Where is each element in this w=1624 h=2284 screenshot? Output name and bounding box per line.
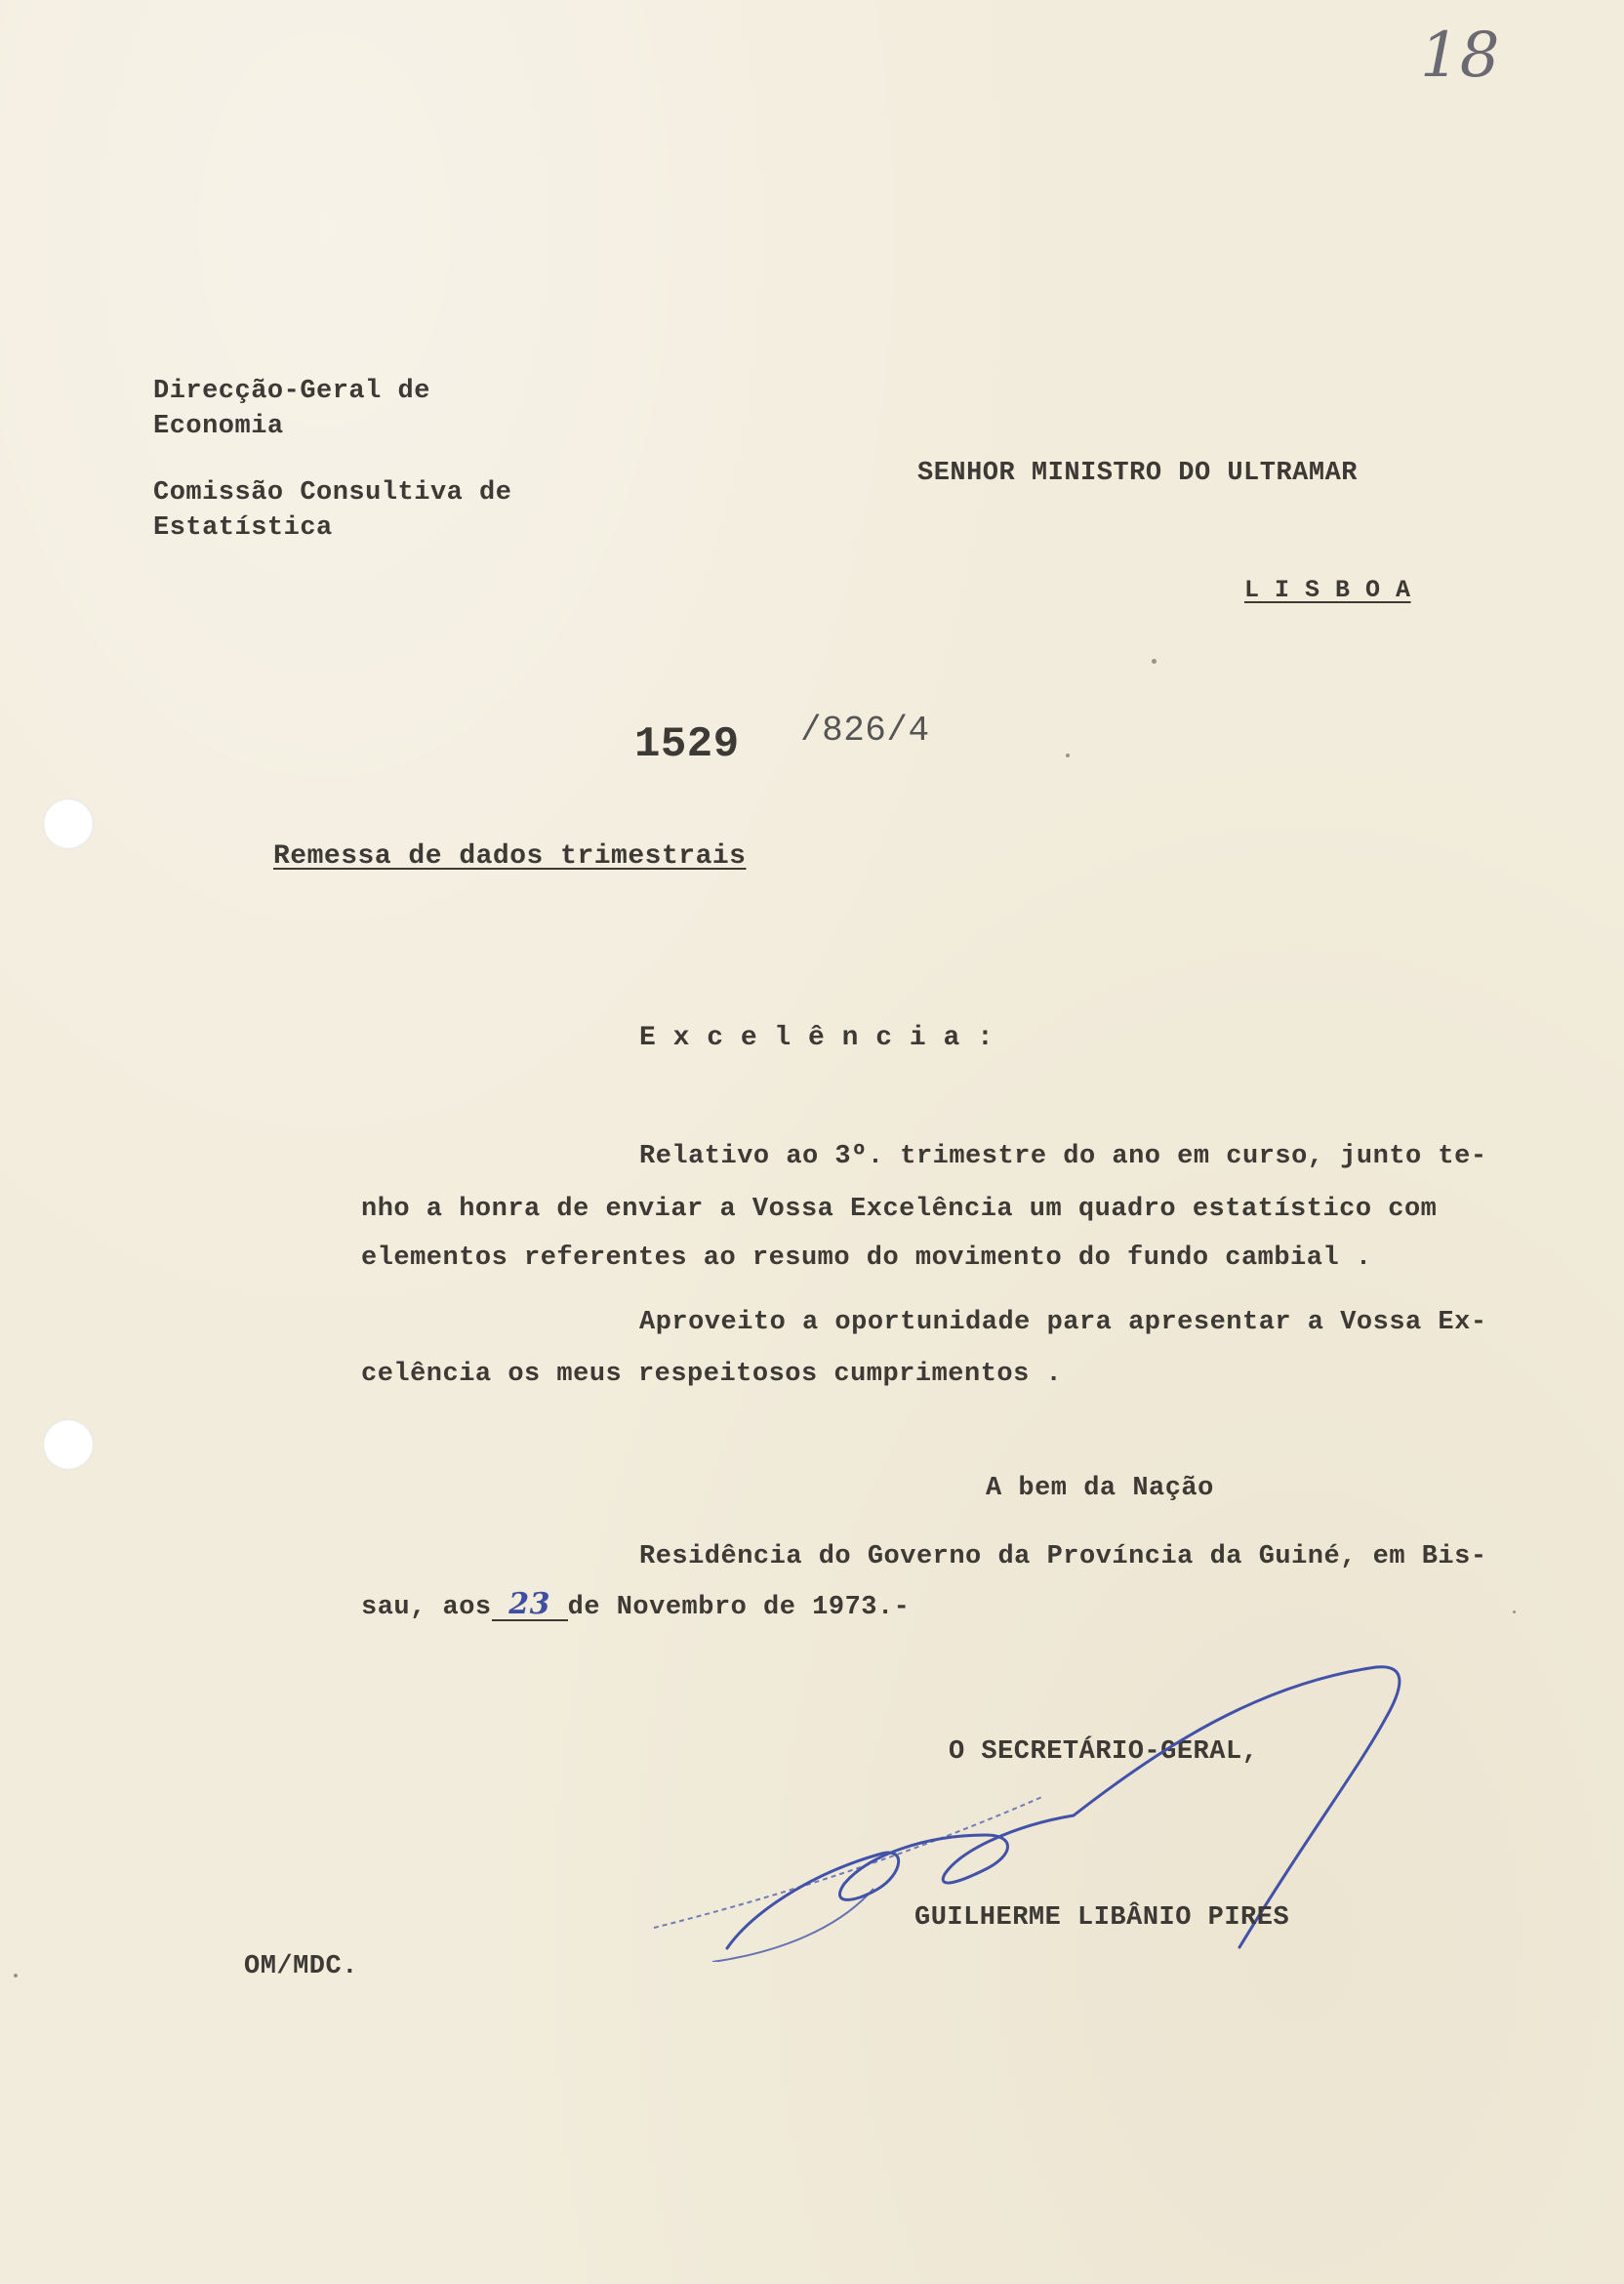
punch-hole-bottom bbox=[43, 1419, 94, 1470]
paper-speck bbox=[1152, 659, 1157, 664]
closing-phrase: A bem da Nação bbox=[986, 1474, 1214, 1503]
paper-speck bbox=[1513, 1611, 1516, 1613]
punch-hole-top bbox=[43, 798, 94, 849]
reference-suffix: /826/4 bbox=[800, 711, 930, 751]
date-day: 23 bbox=[492, 1590, 568, 1621]
sender-line-3: Comissão Consultiva de bbox=[153, 478, 512, 508]
place-date-line-2 bbox=[361, 1589, 910, 1626]
paper-speck bbox=[14, 1974, 18, 1978]
recipient-line-1: SENHOR MINISTRO DO ULTRAMAR bbox=[917, 459, 1358, 488]
paragraph-1-line-3: elementos referentes ao resumo do movimento do fundo cambial . bbox=[361, 1244, 1372, 1273]
sender-line-2: Economia bbox=[153, 412, 284, 441]
recipient-city: L I S B O A bbox=[1244, 576, 1411, 604]
sender-line-1: Direcção-Geral de bbox=[153, 377, 430, 406]
paragraph-1-line-1: Relativo ao 3º. trimestre do ano em curso, junto te- bbox=[639, 1142, 1487, 1171]
signature-title: O SECRETÁRIO-GERAL, bbox=[949, 1737, 1259, 1767]
paragraph-2-line-1: Aproveito a oportunidade para apresentar a Vossa Ex- bbox=[639, 1308, 1487, 1337]
paper-speck bbox=[1066, 754, 1070, 757]
subject-line: Remessa de dados trimestrais bbox=[273, 841, 747, 872]
place-date-prefix: sau, aos bbox=[361, 1593, 492, 1622]
signatory-name: GUILHERME LIBÂNIO PIRES bbox=[914, 1903, 1290, 1933]
place-date-line-1: Residência do Governo da Província da Guiné, em Bis- bbox=[639, 1542, 1487, 1571]
page-number: 18 bbox=[1420, 20, 1500, 92]
paragraph-1-line-2: nho a honra de enviar a Vossa Excelência um quadro estatístico com bbox=[361, 1195, 1438, 1224]
reference-number: 1529 bbox=[634, 720, 740, 769]
place-date-suffix: de Novembro de 1973.- bbox=[567, 1593, 911, 1622]
salutation: E x c e l ê n c i a : bbox=[639, 1023, 995, 1053]
typist-initials: OM/MDC. bbox=[244, 1952, 358, 1981]
paragraph-2-line-2: celência os meus respeitosos cumprimentos . bbox=[361, 1360, 1063, 1389]
sender-line-4: Estatística bbox=[153, 513, 333, 543]
